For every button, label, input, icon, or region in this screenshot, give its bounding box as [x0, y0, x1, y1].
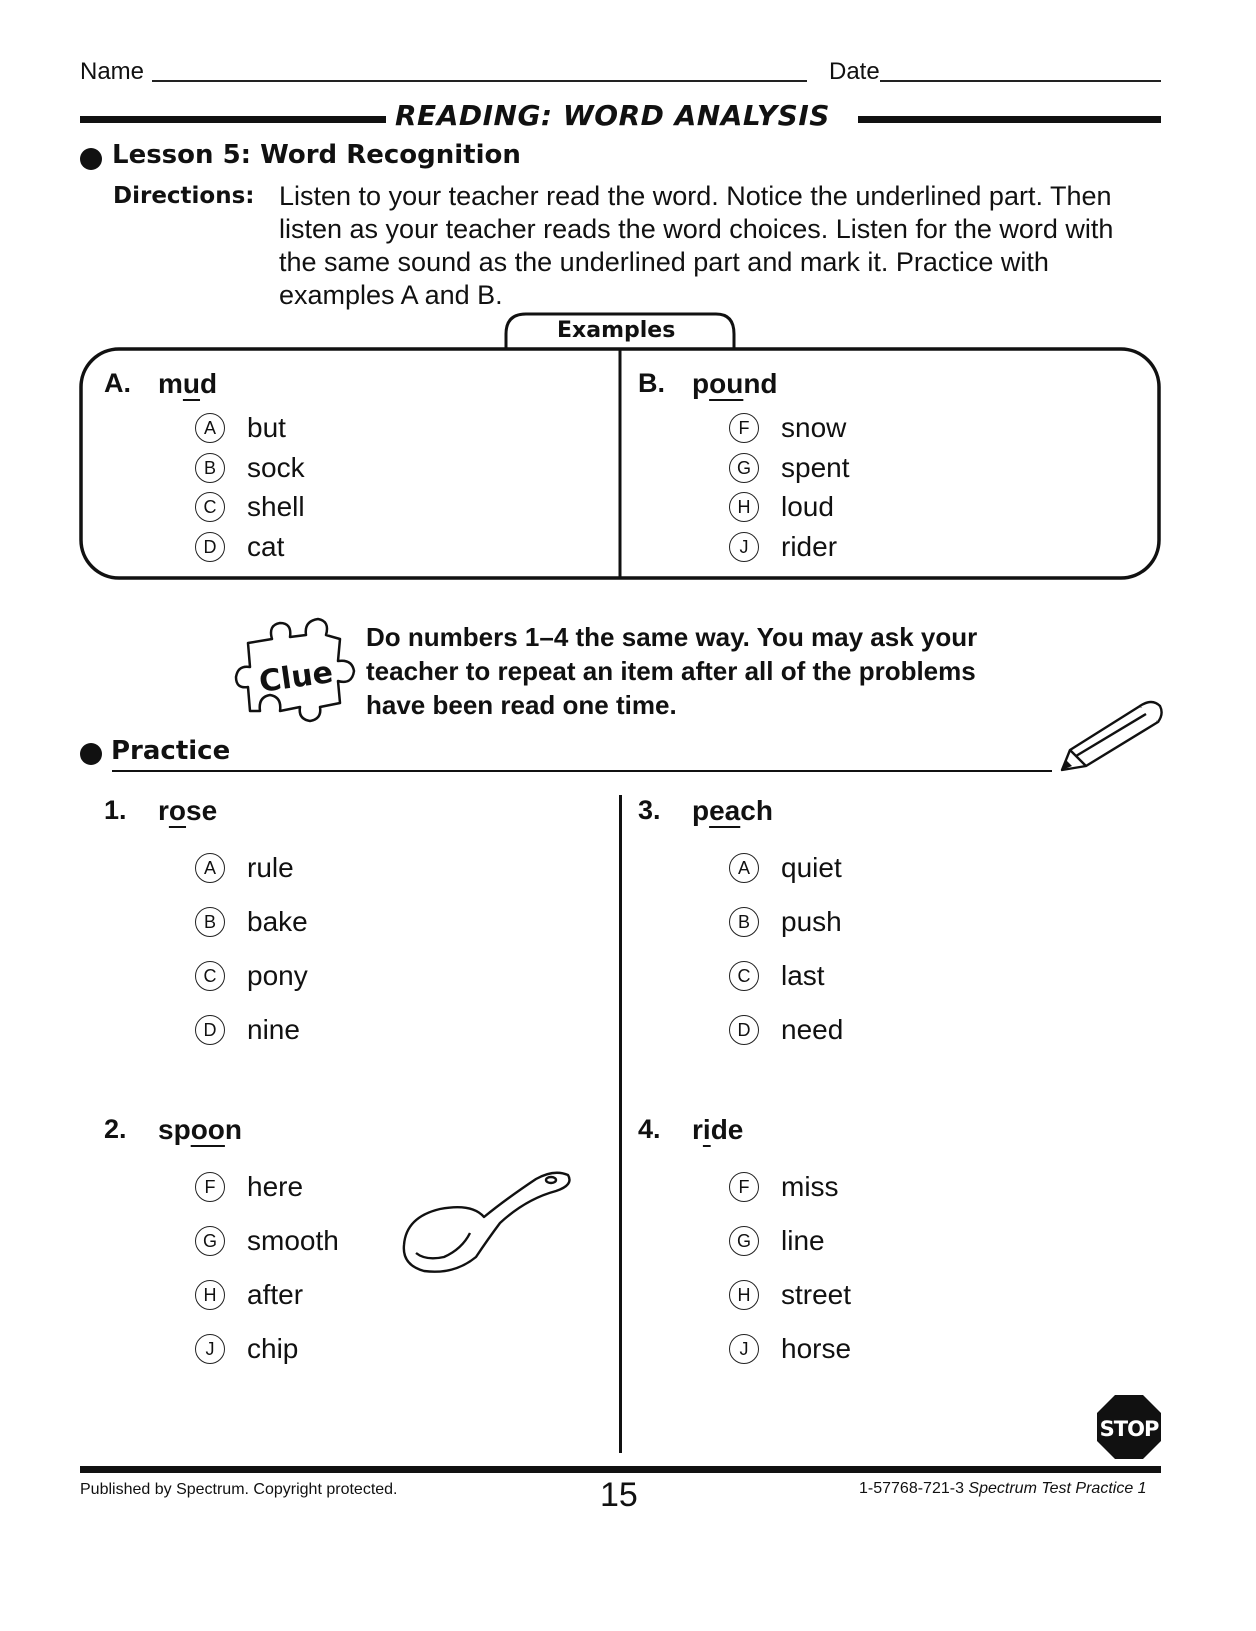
item-word: spoon — [158, 1114, 243, 1145]
bullet-icon — [80, 743, 102, 765]
option-text: cat — [247, 531, 285, 562]
page-number: 15 — [600, 1476, 638, 1514]
directions-line: Listen to your teacher read the word. Notice the underlined part. Then — [279, 181, 1112, 211]
item-number: 4. — [638, 1114, 661, 1144]
example-word: mud — [158, 368, 218, 399]
option-text: rule — [247, 852, 294, 883]
answer-bubble[interactable]: D — [195, 532, 225, 562]
answer-bubble[interactable]: H — [195, 1280, 225, 1310]
directions-text — [279, 180, 1179, 312]
option-text: here — [247, 1171, 304, 1202]
option-text: shell — [247, 491, 305, 522]
pencil-icon — [1056, 696, 1164, 776]
answer-bubble[interactable]: D — [195, 1015, 225, 1045]
answer-bubble[interactable]: C — [729, 961, 759, 991]
practice-rule — [112, 770, 1052, 772]
practice-title: Practice — [111, 736, 231, 766]
example-word: pound — [692, 368, 778, 399]
svg-text:Clue: Clue — [256, 655, 336, 700]
item-word: ride — [692, 1114, 744, 1145]
answer-bubble[interactable]: F — [729, 1172, 759, 1202]
answer-bubble[interactable]: B — [195, 453, 225, 483]
answer-option[interactable] — [729, 489, 834, 525]
underlined-part: i — [702, 1114, 711, 1145]
option-text: rider — [781, 531, 838, 562]
item-number: 3. — [638, 795, 661, 825]
option-text: need — [781, 1014, 844, 1045]
option-text: snow — [781, 412, 847, 443]
underlined-part: o — [168, 795, 187, 826]
date-label: Date — [829, 58, 880, 85]
answer-option[interactable] — [729, 1012, 843, 1048]
item-number: 2. — [104, 1114, 127, 1144]
answer-option[interactable] — [195, 1012, 300, 1048]
option-text: smooth — [247, 1225, 339, 1256]
spoon-icon — [396, 1165, 578, 1277]
option-text: nine — [247, 1014, 300, 1045]
directions-line: listen as your teacher reads the word choices. Listen for the word with — [279, 214, 1114, 244]
answer-bubble[interactable]: G — [729, 1226, 759, 1256]
lesson-title: Lesson 5: Word Recognition — [112, 140, 521, 170]
answer-option[interactable] — [195, 489, 305, 525]
answer-bubble[interactable]: C — [195, 961, 225, 991]
example-label: A. — [104, 368, 131, 398]
answer-option[interactable] — [729, 1223, 825, 1259]
option-text: pony — [247, 960, 308, 991]
item-number: 1. — [104, 795, 127, 825]
answer-option[interactable] — [729, 1331, 851, 1367]
answer-option[interactable] — [729, 904, 842, 940]
answer-option[interactable] — [195, 410, 286, 446]
answer-bubble[interactable]: B — [195, 907, 225, 937]
underlined-part: u — [182, 368, 201, 399]
column-divider — [619, 795, 622, 1453]
option-text: quiet — [781, 852, 842, 883]
answer-option[interactable] — [729, 450, 850, 486]
option-text: after — [247, 1279, 304, 1310]
answer-bubble[interactable]: A — [195, 413, 225, 443]
answer-option[interactable] — [195, 529, 284, 565]
clue-line: teacher to repeat an item after all of the problems — [366, 656, 976, 686]
underlined-part: ea — [709, 795, 741, 826]
option-text: last — [781, 960, 825, 991]
example-label: B. — [638, 368, 665, 398]
item-word: rose — [158, 795, 218, 826]
answer-bubble[interactable]: H — [729, 492, 759, 522]
option-text: but — [247, 412, 286, 443]
title-rule-left — [80, 116, 386, 123]
option-text: spent — [781, 452, 850, 483]
answer-option[interactable] — [195, 1169, 303, 1205]
answer-bubble[interactable]: F — [729, 413, 759, 443]
answer-bubble[interactable]: A — [195, 853, 225, 883]
answer-option[interactable] — [195, 450, 305, 486]
answer-option[interactable] — [729, 1169, 839, 1205]
clue-puzzle-icon — [234, 615, 359, 725]
answer-bubble[interactable]: B — [729, 907, 759, 937]
directions-label: Directions: — [113, 183, 255, 209]
answer-option[interactable] — [729, 410, 846, 446]
directions-line: the same sound as the underlined part and mark it. Practice with — [279, 247, 1049, 277]
answer-bubble[interactable]: A — [729, 853, 759, 883]
examples-tab-label: Examples — [557, 318, 676, 343]
isbn: 1-57768-721-3 — [859, 1480, 964, 1497]
answer-bubble[interactable]: H — [729, 1280, 759, 1310]
answer-bubble[interactable]: J — [729, 532, 759, 562]
book-title: Spectrum Test Practice 1 — [968, 1480, 1147, 1497]
publisher-text: Published by Spectrum. Copyright protected. — [80, 1481, 398, 1498]
underlined-part: ou — [709, 368, 744, 399]
name-label: Name — [80, 58, 145, 85]
answer-option[interactable] — [729, 850, 842, 886]
svg-text:STOP: STOP — [1099, 1417, 1159, 1441]
option-text: bake — [247, 906, 308, 937]
date-field[interactable] — [880, 80, 1161, 82]
bullet-icon — [80, 148, 102, 170]
answer-option[interactable] — [195, 904, 308, 940]
name-field[interactable] — [152, 80, 807, 82]
answer-option[interactable] — [195, 1223, 339, 1259]
footer-rule — [80, 1466, 1161, 1473]
option-text: street — [781, 1279, 852, 1310]
answer-option[interactable] — [729, 529, 837, 565]
stop-sign-icon — [1096, 1394, 1162, 1460]
answer-option[interactable] — [729, 958, 825, 994]
answer-option[interactable] — [195, 1277, 303, 1313]
item-word: peach — [692, 795, 773, 826]
section-title: READING: WORD ANALYSIS — [395, 99, 830, 132]
clue-line: Do numbers 1–4 the same way. You may ask your — [366, 622, 978, 652]
option-text: line — [781, 1225, 825, 1256]
clue-text — [366, 620, 977, 722]
answer-option[interactable] — [195, 850, 294, 886]
option-text: push — [781, 906, 842, 937]
answer-bubble[interactable]: D — [729, 1015, 759, 1045]
option-text: miss — [781, 1171, 839, 1202]
underlined-part: oo — [190, 1114, 225, 1145]
option-text: sock — [247, 452, 305, 483]
answer-bubble[interactable]: J — [195, 1334, 225, 1364]
title-rule-right — [858, 116, 1161, 123]
answer-option[interactable] — [195, 1331, 298, 1367]
answer-bubble[interactable]: C — [195, 492, 225, 522]
directions-line: examples A and B. — [279, 280, 503, 310]
answer-bubble[interactable]: G — [729, 453, 759, 483]
answer-option[interactable] — [195, 958, 308, 994]
answer-option[interactable] — [729, 1277, 851, 1313]
option-text: chip — [247, 1333, 299, 1364]
answer-bubble[interactable]: G — [195, 1226, 225, 1256]
answer-bubble[interactable]: F — [195, 1172, 225, 1202]
option-text: horse — [781, 1333, 852, 1364]
option-text: loud — [781, 491, 834, 522]
book-info — [859, 1480, 1147, 1498]
answer-bubble[interactable]: J — [729, 1334, 759, 1364]
clue-line: have been read one time. — [366, 690, 677, 720]
